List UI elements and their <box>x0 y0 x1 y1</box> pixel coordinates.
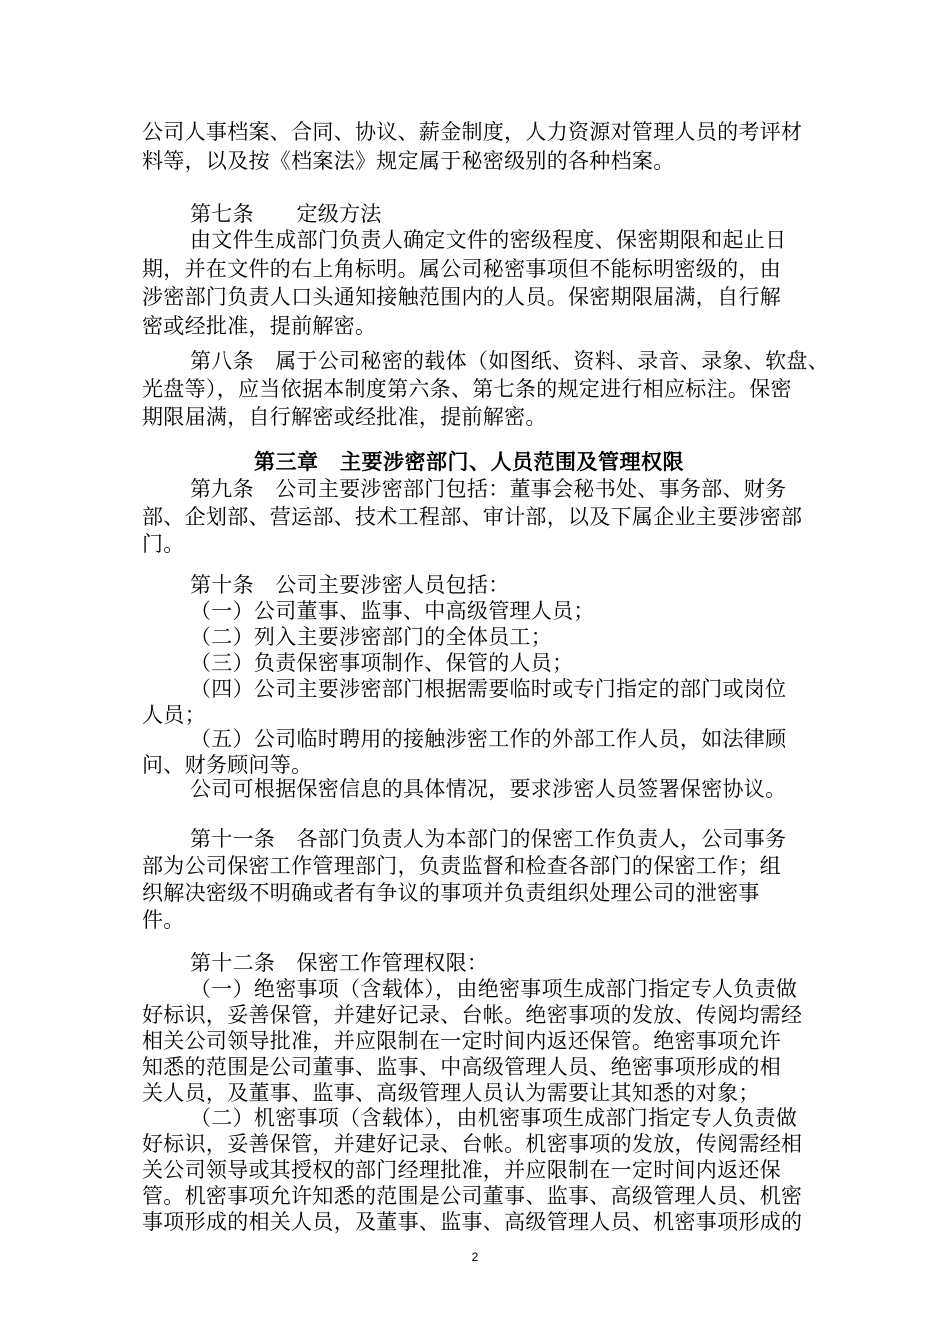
body-text-line: 密或经批准，提前解密。 <box>142 314 377 338</box>
article-heading: 第七条 定级方法 <box>190 202 382 226</box>
body-text-line: 件。 <box>142 908 185 932</box>
chapter-heading: 第三章 主要涉密部门、人员范围及管理权限 <box>254 449 684 474</box>
body-text-line: 涉密部门负责人口头通知接触范围内的人员。保密期限届满，自行解 <box>142 285 781 309</box>
body-text-line: 事项形成的相关人员，及董事、监事、高级管理人员、机密事项形成的 <box>142 1210 803 1234</box>
body-text-line: 相关公司领导批准，并应限制在一定时间内返还保管。绝密事项允许 <box>142 1029 781 1053</box>
list-item: （五）公司临时聘用的接触涉密工作的外部工作人员，如法律顾 <box>190 727 787 751</box>
body-text-line: 人员； <box>142 703 206 727</box>
body-text-line: 关人员，及董事、监事、高级管理人员认为需要让其知悉的对象； <box>142 1081 760 1105</box>
body-text-line: 门。 <box>142 532 185 556</box>
list-item: （二）机密事项（含载体），由机密事项生成部门指定专人负责做 <box>190 1106 798 1130</box>
body-text-line: 第九条 公司主要涉密部门包括：董事会秘书处、事务部、财务 <box>190 477 787 501</box>
list-item: （一）公司董事、监事、中高级管理人员； <box>190 599 595 623</box>
body-text-line: 管。机密事项允许知悉的范围是公司董事、监事、高级管理人员、机密 <box>142 1184 803 1208</box>
body-text-line: 关公司领导或其授权的部门经理批准，并应限制在一定时间内返还保 <box>142 1158 781 1182</box>
list-item: （四）公司主要涉密部门根据需要临时或专门指定的部门或岗位 <box>190 677 787 701</box>
body-text-line: 部为公司保密工作管理部门，负责监督和检查各部门的保密工作；组 <box>142 854 781 878</box>
body-text-line: 第十二条 保密工作管理权限： <box>190 951 489 975</box>
body-text-line: 织解决密级不明确或者有争议的事项并负责组织处理公司的泄密事 <box>142 881 760 905</box>
body-text-line: 部、企划部、营运部、技术工程部、审计部，以及下属企业主要涉密部 <box>142 505 803 529</box>
body-text-line: 由文件生成部门负责人确定文件的密级程度、保密期限和起止日 <box>190 228 787 252</box>
body-text-line: 第八条 属于公司秘密的载体（如图纸、资料、录音、录象、软盘、 <box>190 349 829 373</box>
body-text-line: 第十条 公司主要涉密人员包括： <box>190 573 510 597</box>
body-text-line: 光盘等），应当依据本制度第六条、第七条的规定进行相应标注。保密 <box>142 377 792 401</box>
page-number: 2 <box>471 1250 479 1264</box>
body-text-line: 期，并在文件的右上角标明。属公司秘密事项但不能标明密级的，由 <box>142 257 781 281</box>
body-text-line: 期限届满，自行解密或经批准，提前解密。 <box>142 405 547 429</box>
body-text-line: 料等，以及按《档案法》规定属于秘密级别的各种档案。 <box>142 149 675 173</box>
body-text-line: 公司可根据保密信息的具体情况，要求涉密人员签署保密协议。 <box>190 777 787 801</box>
body-text-line: 好标识，妥善保管，并建好记录、台帐。机密事项的发放，传阅需经相 <box>142 1132 803 1156</box>
list-item: （一）绝密事项（含载体），由绝密事项生成部门指定专人负责做 <box>190 977 798 1001</box>
list-item: （三）负责保密事项制作、保管的人员； <box>190 651 574 675</box>
body-text-line: 知悉的范围是公司董事、监事、中高级管理人员、绝密事项形成的相 <box>142 1055 781 1079</box>
body-text-line: 公司人事档案、合同、协议、薪金制度，人力资源对管理人员的考评材 <box>142 120 803 144</box>
body-text-line: 问、财务顾问等。 <box>142 753 313 777</box>
body-text-line: 好标识，妥善保管，并建好记录、台帐。绝密事项的发放、传阅均需经 <box>142 1003 803 1027</box>
body-text-line: 第十一条 各部门负责人为本部门的保密工作负责人，公司事务 <box>190 827 787 851</box>
list-item: （二）列入主要涉密部门的全体员工； <box>190 625 553 649</box>
